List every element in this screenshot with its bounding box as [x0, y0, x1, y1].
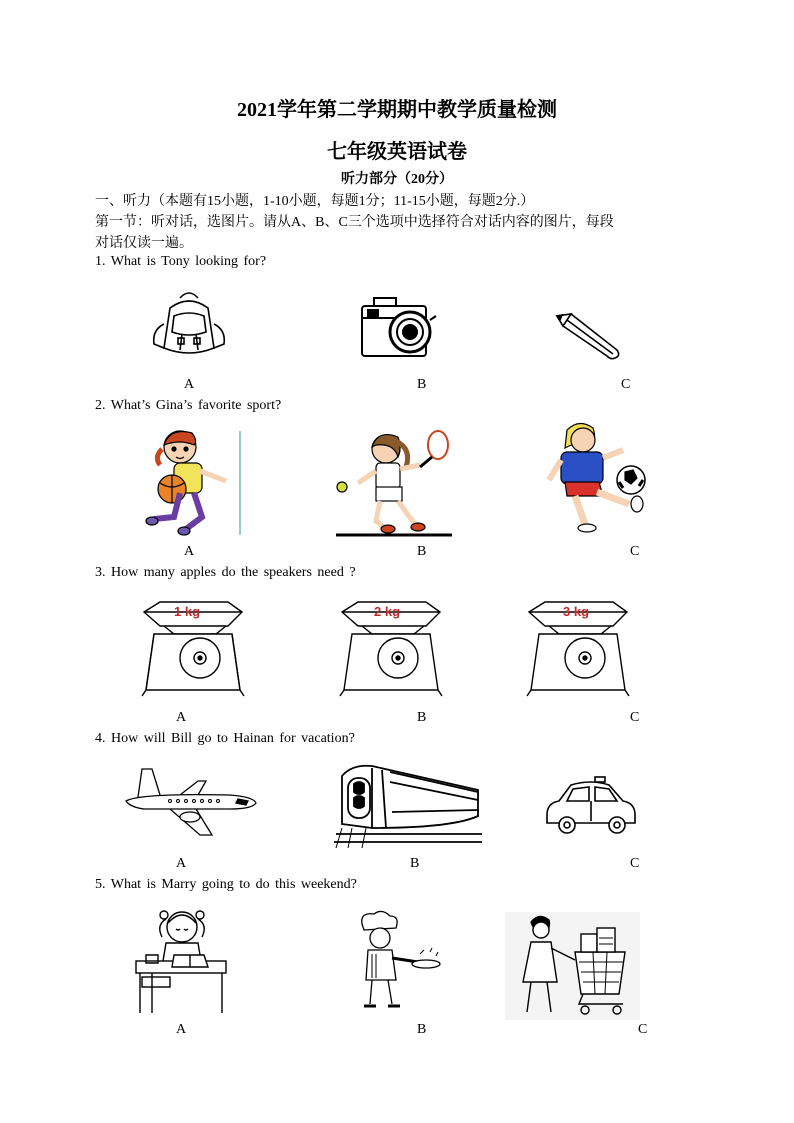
q5-option-a-label: A [176, 1022, 187, 1037]
q4-option-b-label: B [410, 856, 420, 871]
instruction-part2-line2: 对话仅读一遍。 [95, 236, 193, 251]
q5-option-c-label: C [638, 1022, 648, 1037]
basketball-girl-image [140, 425, 250, 537]
scale-2kg-image [338, 600, 443, 700]
shopping-woman-image [505, 912, 640, 1020]
q2-option-c-label: C [630, 544, 640, 559]
q3-option-b-label: B [417, 710, 427, 725]
cooking-chef-image [348, 910, 442, 1012]
soccer-girl-image [545, 420, 650, 536]
question-1: 1. What is Tony looking for? [95, 254, 267, 269]
section-title: 听力部分（20分） [341, 172, 453, 187]
tennis-girl-image [336, 425, 454, 537]
q1-option-a-label: A [184, 377, 195, 392]
backpack-icon [148, 290, 230, 360]
q3-option-c-label: C [630, 710, 640, 725]
train-icon [332, 762, 482, 850]
q2-option-b-label: B [417, 544, 427, 559]
q3-option-a-label: A [176, 710, 187, 725]
scale-3kg-image [525, 600, 630, 700]
exam-title: 2021学年第二学期期中教学质量检测 [237, 99, 557, 121]
q1-option-b-label: B [417, 377, 427, 392]
q5-option-b-label: B [417, 1022, 427, 1037]
instruction-part2-line1: 第一节：听对话，选图片。请从A、B、C三个选项中选择符合对话内容的图片，每段 [95, 215, 614, 230]
scale-1kg-label: 1 kg [174, 604, 201, 619]
scale-1kg-image [140, 600, 245, 700]
pencil-icon [555, 312, 625, 362]
question-4: 4. How will Bill go to Hainan for vacation? [95, 731, 355, 746]
q4-option-a-label: A [176, 856, 187, 871]
scale-2kg-label: 2 kg [374, 604, 401, 619]
camera-icon [360, 296, 440, 360]
airplane-icon [120, 765, 260, 839]
question-2: 2. What’s Gina’s favorite sport? [95, 398, 282, 413]
question-3: 3. How many apples do the speakers need ? [95, 565, 356, 580]
car-icon [543, 775, 638, 837]
q2-option-a-label: A [184, 544, 195, 559]
q1-option-c-label: C [621, 377, 631, 392]
exam-subtitle: 七年级英语试卷 [327, 141, 467, 163]
q4-option-c-label: C [630, 856, 640, 871]
question-5: 5. What is Marry going to do this weekend? [95, 877, 357, 892]
studying-girl-image [132, 905, 230, 1017]
instruction-part1: 一、听力（本题有15小题，1-10小题，每题1分；11-15小题，每题2分.） [95, 194, 535, 209]
scale-3kg-label: 3 kg [563, 604, 590, 619]
